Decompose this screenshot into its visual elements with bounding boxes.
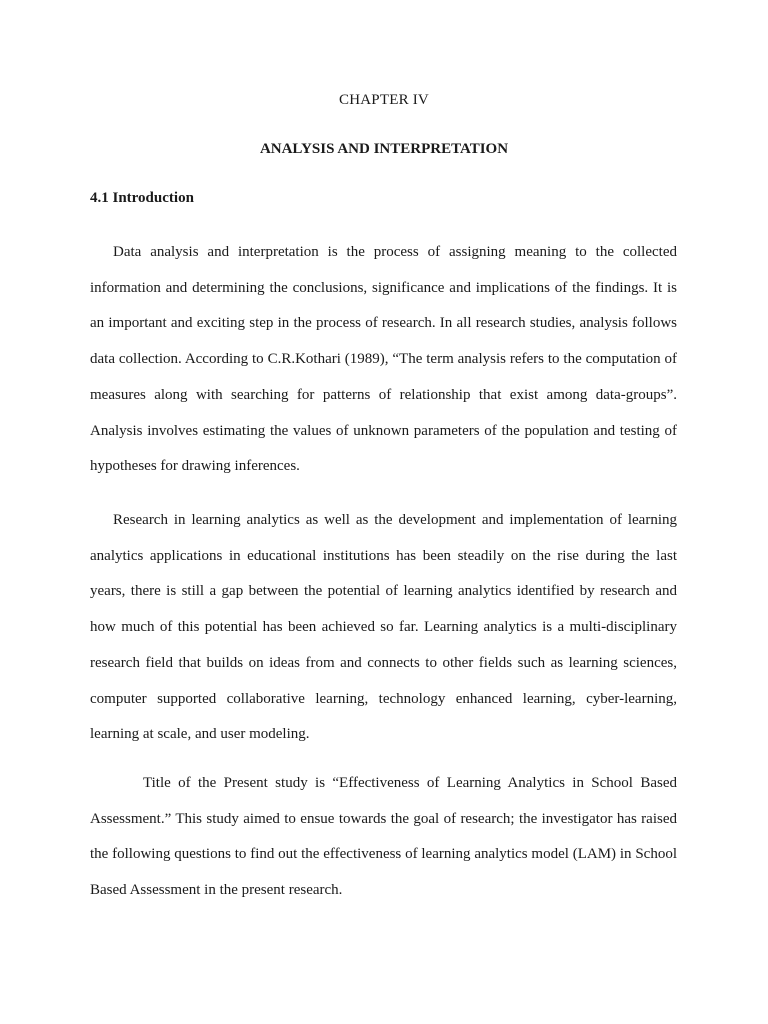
paragraph-intro: Data analysis and interpretation is the process of assigning meaning to the collected information and determining the conclusions, significance and implications of the findings. It is an important and exciting step in the process of research. In all research studies, analysis follows data collection. According to C.R.Kothari (1989), “The term analysis refers to the computation of measures along with searching for patterns of relationship that exist among data-groups”. Analysis involves estimating the values of unknown parameters of the population and testing of hypotheses for drawing inferences. — [90, 244, 677, 475]
paragraph-present-study: Title of the Present study is “Effectiveness of Learning Analytics in School Based Assessment.” This study aimed to ensue towards the goal of research; the investigator has raised the following questions to find out the effectiveness of learning analytics model (LAM) in School Based Assessment in the present research. — [90, 775, 677, 899]
paragraph-learning-analytics: Research in learning analytics as well as the development and implementation of learning analytics applications in educational institutions has been steadily on the rise during the last years, there is still a gap between the potential of learning analytics identified by research and how much of this potential has been achieved so far. Learning analytics is a multi-disciplinary research field that builds on ideas from and connects to other fields such as learning sciences, computer supported collaborative learning, technology enhanced learning, cyber-learning, learning at scale, and user modeling. — [90, 512, 677, 743]
chapter-title: ANALYSIS AND INTERPRETATION — [259, 141, 509, 157]
section-heading: 4.1 Introduction — [90, 190, 194, 206]
chapter-label: CHAPTER IV — [339, 92, 429, 108]
